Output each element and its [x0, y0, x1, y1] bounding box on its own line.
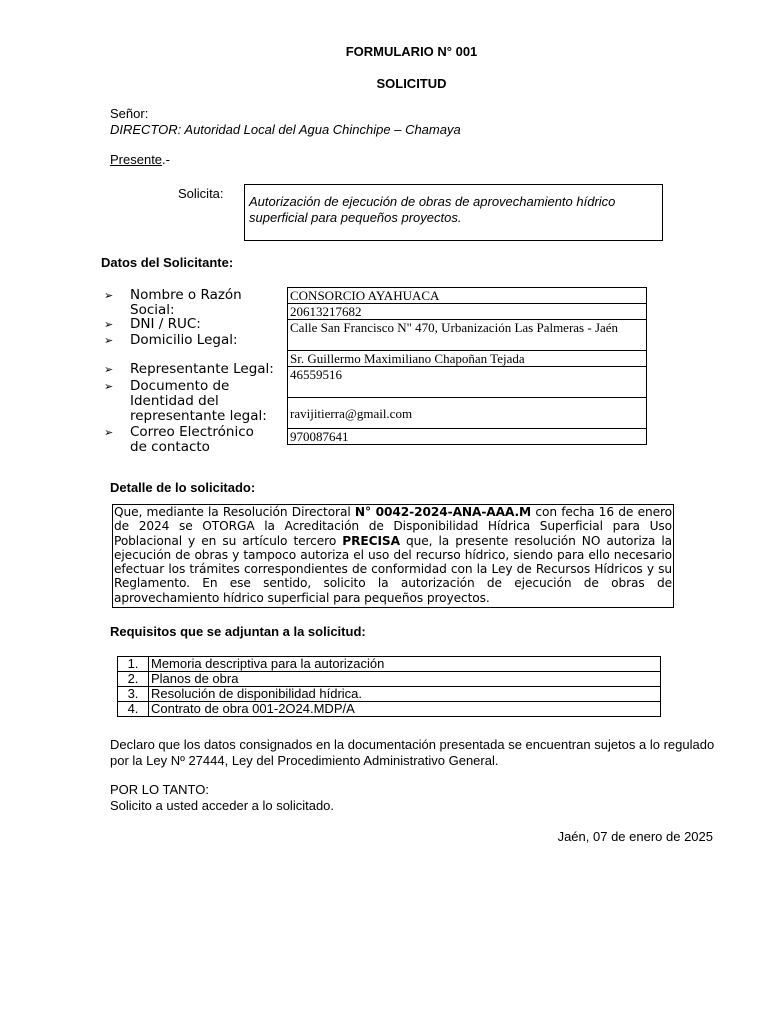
requirement-num: 4.: [118, 702, 149, 717]
presente-word: Presente: [110, 152, 163, 167]
detail-heading: Detalle de lo solicitado:: [110, 480, 256, 495]
requirement-num: 1.: [118, 657, 149, 672]
requirement-row: [118, 672, 661, 687]
director-line: DIRECTOR: Autoridad Local del Agua Chinchipe – Chamaya: [110, 122, 461, 137]
form-title: FORMULARIO N° 001: [345, 44, 478, 59]
detail-box: [112, 504, 674, 608]
presente-line: [110, 152, 170, 167]
requirement-text: Planos de obra: [149, 672, 661, 687]
detail-p3: que, la presente resolución NO autoriza la ejecución de obras y tampoco autoriza el uso del recurso hídrico, siendo para ello necesario efectuar los trámites correspondientes de conformidad con la Ley de Recursos Hídricos y su Reglamento. En ese sentido, solicito la autorización de ejecución de obras de aprovechamiento hídrico superficial para pequeños proyectos.: [114, 533, 673, 605]
requirement-num: 2.: [118, 672, 149, 687]
label-documento: Documento de Identidad del representante legal:: [130, 378, 267, 424]
label-dni: DNI / RUC:: [130, 316, 201, 332]
arrow-bullet-icon: ➢: [104, 318, 114, 331]
arrow-bullet-icon: ➢: [104, 289, 114, 302]
value-dni: 20613217682: [288, 304, 647, 320]
form-subtitle: SOLICITUD: [376, 76, 447, 91]
presente-suffix: .-: [162, 152, 170, 167]
declaration: Declaro que los datos consignados en la documentación presentada se encuentran sujetos a lo regulado por la Ley Nº 27444, Ley del Procedimiento Administrativo General.: [110, 737, 715, 768]
request-label: Solicita:: [178, 186, 224, 201]
requirements-table: [117, 656, 661, 717]
detail-p1: Que, mediante la Resolución Directoral: [114, 505, 355, 519]
detail-precisa: PRECISA: [342, 533, 400, 548]
label-representante: Representante Legal:: [130, 361, 274, 377]
arrow-bullet-icon: ➢: [104, 334, 114, 347]
label-name: Nombre o Razón Social:: [130, 287, 242, 318]
requirement-text: Resolución de disponibilidad hídrica.: [149, 687, 661, 702]
salutation: Señor:: [110, 106, 149, 121]
arrow-bullet-icon: ➢: [104, 380, 114, 393]
request-box: [244, 184, 663, 241]
detail-resolution: N° 0042-2024-ANA-AAA.M: [354, 505, 532, 519]
date-place: Jaén, 07 de enero de 2025: [557, 829, 713, 844]
value-phone: 970087641: [288, 429, 647, 445]
requirements-heading: Requisitos que se adjuntan a la solicitud:: [110, 624, 366, 639]
requirement-text: Contrato de obra 001-2O24.MDP/A: [149, 702, 661, 717]
requirement-row: [118, 657, 661, 672]
value-representante: Sr. Guillermo Maximiliano Chapoñan Tejada: [288, 351, 647, 367]
requirement-row: [118, 687, 661, 702]
value-name: CONSORCIO AYAHUACA: [288, 288, 647, 304]
label-domicilio: Domicilio Legal:: [130, 332, 238, 348]
value-documento: 46559516: [288, 367, 647, 398]
arrow-bullet-icon: ➢: [104, 363, 114, 376]
label-correo: Correo Electrónico de contacto: [130, 424, 254, 455]
applicant-values-table: [287, 287, 647, 445]
requirement-row: [118, 702, 661, 717]
closing-line-1: POR LO TANTO:: [110, 782, 209, 797]
applicant-heading: Datos del Solicitante:: [101, 255, 234, 270]
arrow-bullet-icon: ➢: [104, 426, 114, 439]
closing-line-2: Solicito a usted acceder a lo solicitado.: [110, 798, 335, 813]
value-email: ravijitierra@gmail.com: [288, 398, 647, 429]
value-domicilio: Calle San Francisco N" 470, Urbanización Las Palmeras - Jaén: [288, 320, 647, 351]
requirement-num: 3.: [118, 687, 149, 702]
request-text: Autorización de ejecución de obras de aprovechamiento hídrico superficial para pequeños proyectos.: [249, 194, 616, 225]
detail-p2: con fecha 16 de enero de 2024 se OTORGA la Acreditación de Disponibilidad Hídrica Superficial para Uso Poblacional y en su artículo tercero: [114, 505, 672, 548]
requirement-text: Memoria descriptiva para la autorización: [149, 657, 661, 672]
